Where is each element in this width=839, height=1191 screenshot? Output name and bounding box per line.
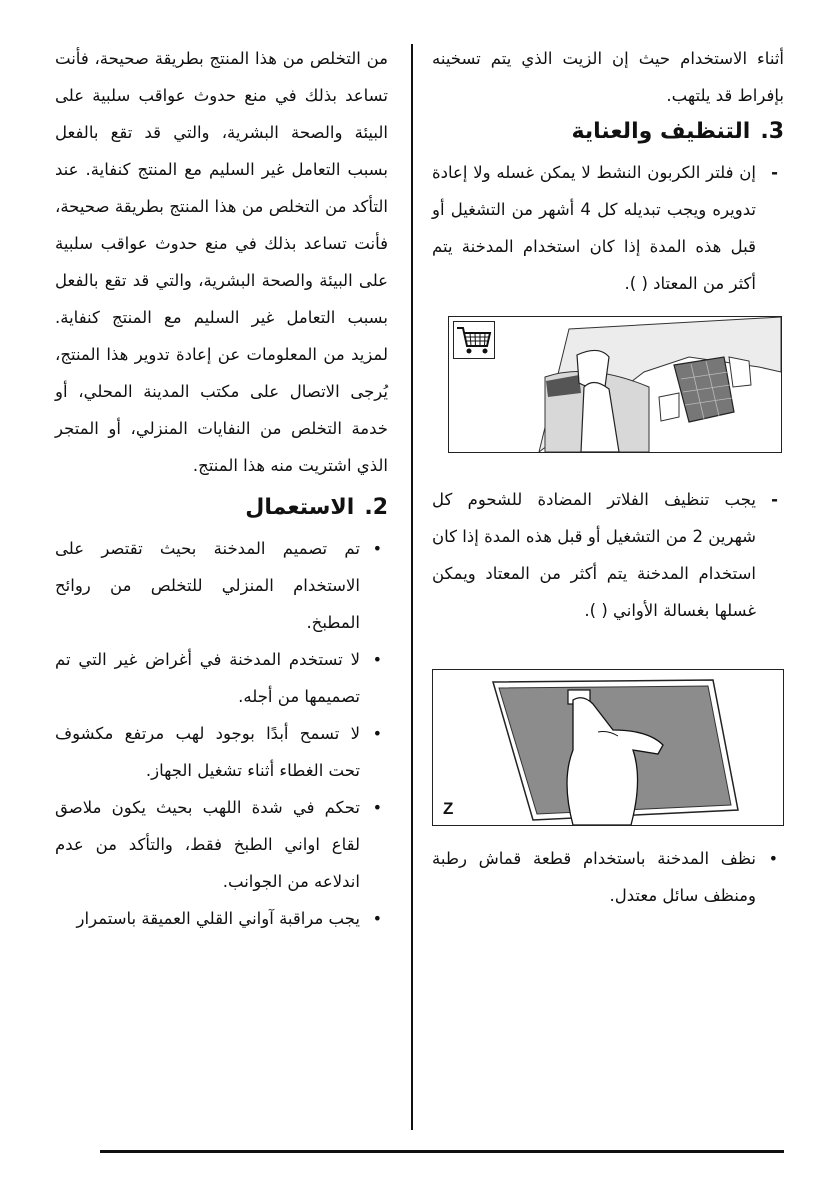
cleaning-list bbox=[432, 154, 784, 302]
list-item: • لا تسمح أبدًا بوجود لهب مرتفع مكشوف تحت الغطاء أثناء تشغيل الجهاز. bbox=[55, 715, 388, 789]
usage-bullets bbox=[55, 530, 388, 937]
list-item: • يجب مراقبة آواني القلي العميقة باستمرار bbox=[55, 900, 388, 937]
list-item: • تحكم في شدة اللهب بحيث يكون ملاصق لقاع اواني الطبخ فقط، والتأكد من عدم اندلاعه من الجوانب. bbox=[55, 789, 388, 900]
list-item: • نظف المدخنة باستخدام قطعة قماش رطبة ومنظف سائل معتدل. bbox=[432, 840, 784, 914]
grease-filter-figure bbox=[432, 669, 784, 826]
section-3-heading bbox=[432, 116, 784, 148]
section-2-number: 2. bbox=[364, 495, 388, 520]
left-column bbox=[55, 40, 388, 937]
carbon-filter-figure bbox=[448, 316, 782, 453]
grease-filter-illustration bbox=[433, 670, 783, 825]
bottom-rule bbox=[100, 1150, 784, 1153]
hood-filter-illustration bbox=[449, 317, 781, 452]
figure-label: Z bbox=[443, 799, 454, 818]
section-2-title: الاستعمال bbox=[245, 495, 355, 520]
list-item: • تم تصميم المدخنة بحيث تقتصر على الاستخدام المنزلي للتخلص من روائح المطبخ. bbox=[55, 530, 388, 641]
list-item: - يجب تنظيف الفلاتر المضادة للشحوم كل شهرين 2 من التشغيل أو قبل هذه المدة إذا كان استخدام المدخنة يتم أكثر من المعتاد ويمكن غسلها بغسالة الأواني ( ). bbox=[432, 481, 784, 629]
section-3-number: 3. bbox=[760, 119, 784, 144]
list-item: • لا تستخدم المدخنة في أغراض غير التي تم تصميمها من أجله. bbox=[55, 641, 388, 715]
list-item: - إن فلتر الكربون النشط لا يمكن غسله ولا إعادة تدويره ويجب تبديله كل 4 أشهر من التشغيل أو قبل هذه المدة إذا كان استخدام المدخنة يتم أكثر من المعتاد ( ). bbox=[432, 154, 784, 302]
right-column bbox=[432, 40, 784, 914]
column-divider bbox=[411, 44, 413, 1130]
cleaning-bullets bbox=[432, 840, 784, 914]
cleaning-list-2 bbox=[432, 481, 784, 629]
section-3-title: التنظيف والعناية bbox=[571, 119, 751, 144]
intro-text: أثناء الاستخدام حيث إن الزيت الذي يتم تسخينه بإفراط قد يلتهب. bbox=[432, 49, 784, 105]
disposal-text: من التخلص من هذا المنتج بطريقة صحيحة، فأنت تساعد بذلك في منع حدوث عواقب سلبية على البيئة والصحة البشرية، والتي قد تقع بالفعل بسبب التعامل غير السليم مع المنتج كنفاية. عند التأكد من التخلص من هذا المنتج بطريقة صحيحة، فأنت تساعد بذلك في منع حدوث عواقب سلبية على البيئة والصحة البشرية، والتي قد تقع بالفعل بسبب التعامل غير السليم مع المنتج كنفاية. لمزيد من المعلومات عن إعادة تدوير هذا المنتج، يُرجى الاتصال على مكتب المدينة المحلي، أو خدمة التخلص من النفايات المنزلي، أو المتجر الذي اشتريت منه هذا المنتج. bbox=[55, 49, 388, 475]
section-2-heading bbox=[55, 492, 388, 524]
